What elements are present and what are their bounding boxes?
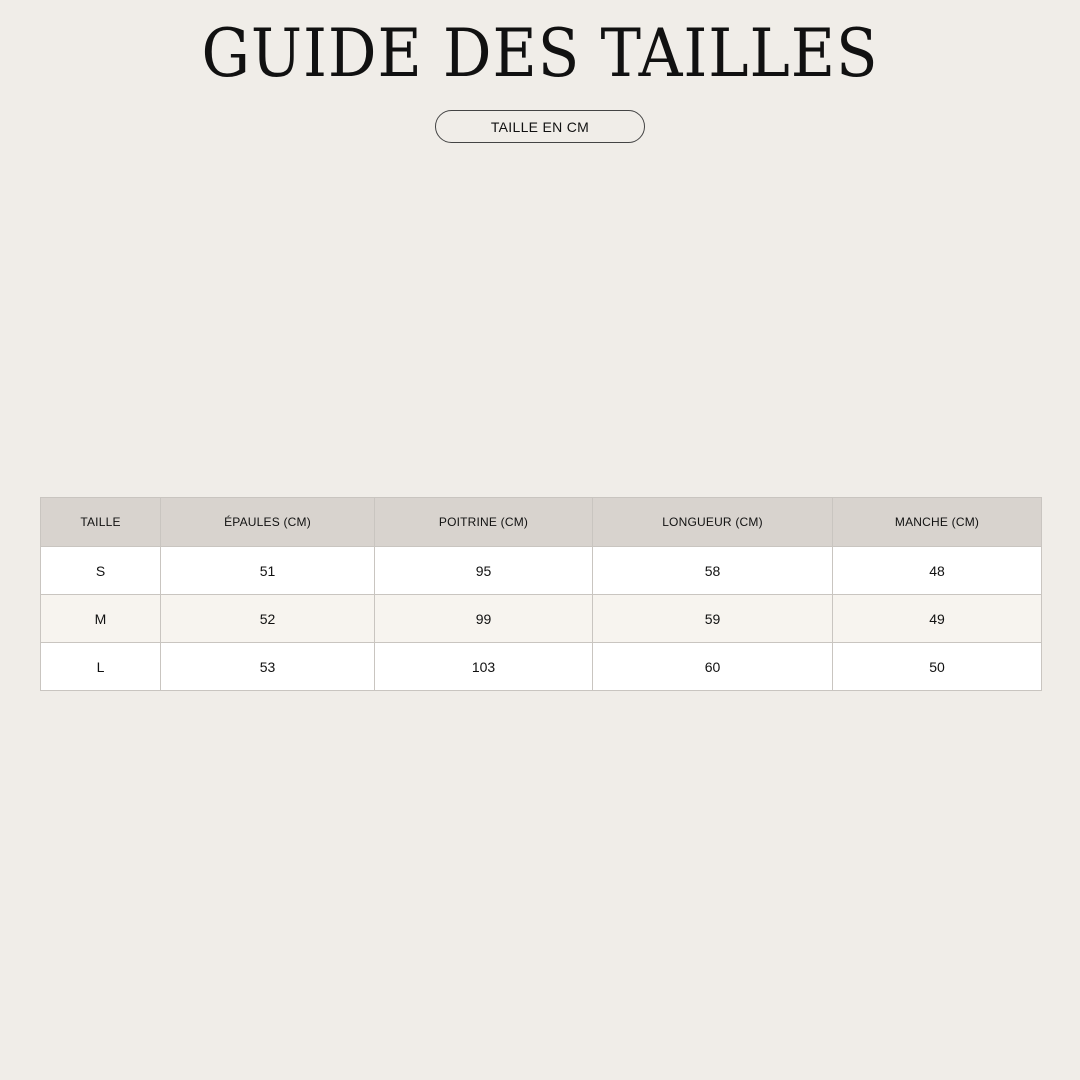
header-cell-shoulders: ÉPAULES (CM) xyxy=(161,498,375,547)
header-cell-size: TAILLE xyxy=(41,498,161,547)
table-cell: M xyxy=(41,595,161,643)
table-row xyxy=(41,643,1042,691)
table-cell: L xyxy=(41,643,161,691)
table-cell: 48 xyxy=(833,547,1042,595)
table-cell: 103 xyxy=(375,643,593,691)
page-title: GUIDE DES TAILLES xyxy=(201,15,879,92)
table-cell: 51 xyxy=(161,547,375,595)
table-cell: 52 xyxy=(161,595,375,643)
header-cell-length: LONGUEUR (CM) xyxy=(593,498,833,547)
table-cell: 99 xyxy=(375,595,593,643)
table-cell: 53 xyxy=(161,643,375,691)
table-header-row xyxy=(41,498,1042,547)
table-cell: 60 xyxy=(593,643,833,691)
table-cell: 49 xyxy=(833,595,1042,643)
table-cell: 58 xyxy=(593,547,833,595)
unit-badge xyxy=(435,110,645,143)
table-cell: S xyxy=(41,547,161,595)
table-cell: 50 xyxy=(833,643,1042,691)
table-row xyxy=(41,595,1042,643)
table-row xyxy=(41,547,1042,595)
table-cell: 95 xyxy=(375,547,593,595)
header-cell-sleeve: MANCHE (CM) xyxy=(833,498,1042,547)
header-cell-chest: POITRINE (CM) xyxy=(375,498,593,547)
unit-badge-label: TAILLE EN CM xyxy=(490,118,590,135)
table-cell: 59 xyxy=(593,595,833,643)
size-chart-table xyxy=(40,497,1042,691)
